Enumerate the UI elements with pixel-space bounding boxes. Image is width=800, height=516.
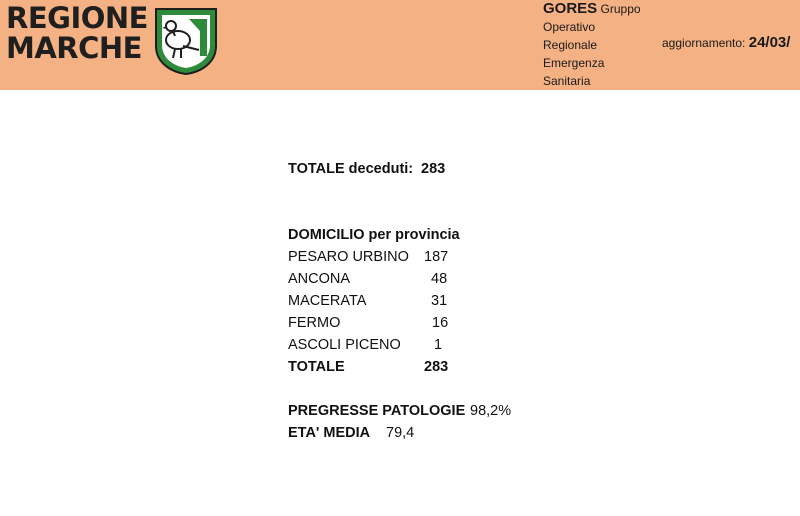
province-value: 187 <box>424 249 449 265</box>
gores-word: Emergenza <box>543 56 605 70</box>
province-name: FERMO <box>288 315 341 331</box>
update-label: aggiornamento: <box>662 36 746 50</box>
province-value: 31 <box>431 293 448 309</box>
province-name: ASCOLI PICENO <box>288 337 401 353</box>
province-value: 1 <box>434 337 443 353</box>
update-info <box>662 34 790 51</box>
gores-word: Operativo <box>543 20 596 34</box>
gores-word: Regionale <box>543 38 598 52</box>
eta-label: ETA' MEDIA <box>288 425 371 441</box>
domicilio-total-value: 283 <box>424 359 449 375</box>
logo-line-1: REGIONE <box>6 1 148 35</box>
gores-block <box>543 0 658 90</box>
logo-line-2: MARCHE <box>6 31 142 65</box>
header-banner <box>0 0 800 90</box>
pregresse-value: 98,2% <box>470 403 512 419</box>
pregresse-label: PREGRESSE PATOLOGIE <box>288 403 466 419</box>
province-name: MACERATA <box>288 293 367 309</box>
province-name: ANCONA <box>288 271 351 287</box>
eta-value: 79,4 <box>386 425 415 441</box>
province-value: 48 <box>431 271 448 287</box>
province-name: PESARO URBINO <box>288 249 409 265</box>
totale-deceduti-value: 283 <box>421 161 446 177</box>
gores-word: Sanitaria <box>543 74 591 88</box>
domicilio-total-label: TOTALE <box>288 359 345 375</box>
totale-deceduti-label: TOTALE deceduti: <box>288 161 414 177</box>
region-shield-icon <box>153 6 219 76</box>
update-date: 24/03/ <box>748 34 791 51</box>
totale-deceduti <box>288 161 413 177</box>
gores-word: Gruppo <box>600 2 641 16</box>
domicilio-title: DOMICILIO per provincia <box>288 227 460 243</box>
gores-abbr: GORES <box>543 0 598 17</box>
province-value: 16 <box>432 315 449 331</box>
region-logo-text <box>6 1 148 65</box>
